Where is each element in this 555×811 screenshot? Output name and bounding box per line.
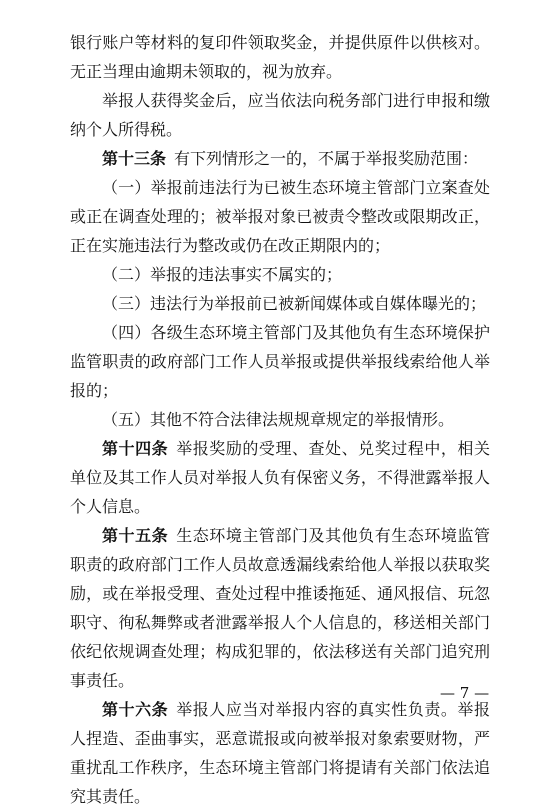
article-14 (70, 434, 490, 521)
article-13-item-2 (70, 260, 490, 289)
article-16-text: 举报人应当对举报内容的真实性负责。举报人捏造、歪曲事实，恶意谎报或向被举报对象索要财物，严重扰乱工作秩序，生态环境主管部门将提请有关部门依法追究其责任。 (70, 700, 490, 806)
article-16-title: 第十六条 (102, 700, 169, 719)
article-13-item-2-text: （二）举报的违法事实不属实的； (102, 265, 343, 284)
article-13-item-1 (70, 173, 490, 260)
article-13-item-3 (70, 289, 490, 318)
article-16 (70, 695, 490, 811)
page-number: — 7 — (440, 684, 490, 702)
article-13-title: 第十三条 (102, 149, 167, 168)
article-15-title: 第十五条 (102, 526, 169, 545)
article-13-text: 有下列情形之一的，不属于举报奖励范围： (174, 149, 479, 168)
paragraph-1-text: 银行账户等材料的复印件领取奖金，并提供原件以供核对。无正当理由逾期未领取的，视为放弃。 (70, 33, 490, 81)
article-15-text: 生态环境主管部门及其他负有生态环境监管职责的政府部门工作人员故意透漏线索给他人举报以获取奖励，或在举报受理、查处过程中推诿拖延、通风报信、玩忽职守、徇私舞弊或者泄露举报人个人信息的，移送相关部门依纪依规调查处理；构成犯罪的，依法移送有关部门追究刑事责任。 (70, 526, 490, 690)
article-13-item-4 (70, 318, 490, 405)
article-13-item-1-text: （一）举报前违法行为已被生态环境主管部门立案查处或正在调查处理的；被举报对象已被责令整改或限期改正，正在实施违法行为整改或仍在改正期限内的； (70, 178, 490, 255)
paragraph-2-text: 举报人获得奖金后，应当依法向税务部门进行申报和缴纳个人所得税。 (70, 91, 490, 139)
article-14-text: 举报奖励的受理、查处、兑奖过程中，相关单位及其工作人员对举报人负有保密义务，不得泄露举报人个人信息。 (70, 439, 490, 516)
article-13-item-4-text: （四）各级生态环境主管部门及其他负有生态环境保护监管职责的政府部门工作人员举报或提供举报线索给他人举报的； (70, 323, 490, 400)
article-14-title: 第十四条 (102, 439, 169, 458)
paragraph-2 (70, 86, 490, 144)
article-13-item-5-text: （五）其他不符合法律法规规章规定的举报情形。 (102, 410, 455, 429)
article-13 (70, 144, 490, 173)
paragraph-1 (70, 28, 490, 86)
article-15 (70, 521, 490, 695)
article-13-item-5 (70, 405, 490, 434)
document-body (70, 28, 490, 811)
article-13-item-3-text: （三）违法行为举报前已被新闻媒体或自媒体曝光的； (102, 294, 487, 313)
